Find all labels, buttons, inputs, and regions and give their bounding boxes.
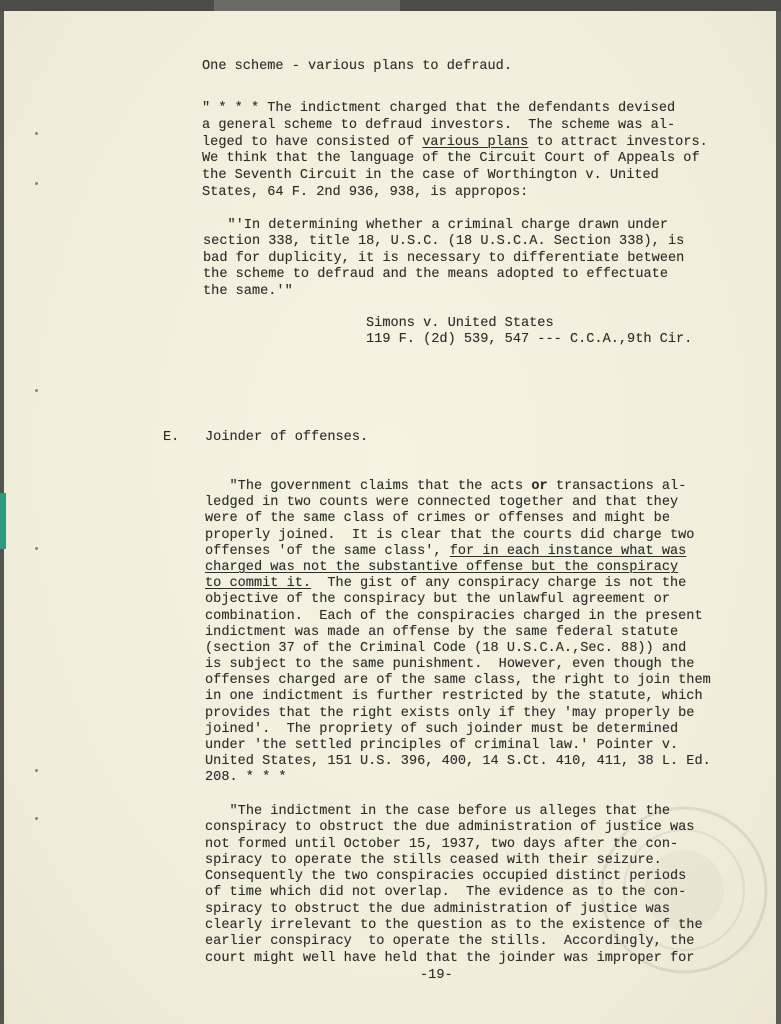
text-line <box>205 495 711 511</box>
text-line <box>202 135 708 152</box>
underlined-text: various plans <box>422 134 529 150</box>
text-line <box>366 332 692 348</box>
text-segment: "The government claims that the acts <box>229 479 532 494</box>
text-segment: combination. Each of the conspiracies charged in the present <box>205 608 703 624</box>
text-segment: not formed until October 15, 1937, two days after the con- <box>205 836 679 852</box>
nested-quote-worthington <box>203 218 684 300</box>
text-segment: court might well have held that the joinder was improper for <box>205 950 695 966</box>
text-segment: in one indictment is further restricted by the statute, which <box>205 689 703 705</box>
text-segment: (section 37 of the Criminal Code (18 U.S.C.A.,Sec. 88)) and <box>205 640 687 656</box>
text-segment: 208. * * * <box>205 770 287 786</box>
underlined-text: for in each instance what was <box>449 543 687 559</box>
scan-edge-top <box>0 0 781 11</box>
text-line <box>205 689 711 705</box>
text-segment: the same.'" <box>203 283 293 299</box>
text-segment: transactions al- <box>547 479 687 494</box>
quoted-paragraph-scheme <box>202 101 708 202</box>
text-line <box>202 101 708 118</box>
scan-edge-left <box>0 11 4 1024</box>
text-line <box>205 657 711 673</box>
text-segment: 119 F. (2d) 539, 547 --- C.C.A.,9th Cir. <box>366 332 693 348</box>
text-line <box>205 738 711 754</box>
text-segment: offenses charged are of the same class, the right to join them <box>205 673 711 689</box>
text-line <box>203 251 684 267</box>
section-heading: One scheme - various plans to defraud. <box>202 59 512 74</box>
emphasized-text: or <box>531 479 548 494</box>
text-line <box>205 706 711 722</box>
text-segment: "The indictment in the case before us alleges that the <box>229 804 671 819</box>
text-line <box>205 479 711 495</box>
text-segment: " * * * The indictment charged that the defendants devised <box>202 101 676 116</box>
text-segment: Consequently the two conspiracies occupied distinct periods <box>205 869 687 885</box>
text-segment: the scheme to defraud and the means adopted to effectuate <box>203 267 668 283</box>
text-line <box>205 885 703 901</box>
text-line <box>205 673 711 689</box>
scan-edge-highlight <box>214 0 400 11</box>
text-line <box>203 267 684 283</box>
text-segment: ledged in two counts were connected together and that they <box>205 495 679 511</box>
text-segment: leged to have consisted of <box>202 134 423 150</box>
text-line <box>205 641 711 657</box>
text-line <box>205 804 703 820</box>
text-segment: States, 64 F. 2nd 936, 938, is appropos: <box>202 184 529 200</box>
text-segment: spiracy to obstruct the due administration of justice was <box>205 901 670 917</box>
text-line <box>202 168 708 185</box>
text-line <box>202 151 708 168</box>
section-letter: E. <box>163 430 180 445</box>
text-segment: earlier conspiracy to operate the stills. Accordingly, the <box>205 934 695 950</box>
quoted-paragraph-joinder <box>205 479 711 787</box>
text-line <box>205 560 711 576</box>
text-line <box>205 934 703 950</box>
text-line <box>205 820 703 836</box>
text-line <box>205 951 703 967</box>
text-line <box>205 837 703 853</box>
case-citation <box>366 316 692 349</box>
text-line <box>205 902 703 918</box>
text-segment: "'In determining whether a criminal charge drawn under <box>227 218 669 233</box>
text-line <box>205 770 711 786</box>
margin-mark <box>35 547 38 550</box>
text-line <box>205 609 711 625</box>
text-segment: clearly irrelevant to the question as to the existence of the <box>205 918 703 934</box>
text-line <box>205 722 711 738</box>
text-line <box>202 185 708 202</box>
text-segment: Simons v. United States <box>366 316 554 331</box>
text-segment: provides that the right exists only if they 'may properly be <box>205 705 695 721</box>
text-line <box>205 592 711 608</box>
text-line <box>205 754 711 770</box>
margin-mark <box>35 769 38 772</box>
text-line <box>205 625 711 641</box>
text-line <box>205 853 703 869</box>
text-segment: were of the same class of crimes or offenses and might be <box>205 511 670 527</box>
text-segment: conspiracy to obstruct the due administration of justice was <box>205 820 695 836</box>
text-segment: is subject to the same punishment. However, even though the <box>205 657 695 673</box>
text-segment: indictment was made an offense by the same federal statute <box>205 624 679 640</box>
text-segment: United States, 151 U.S. 396, 400, 14 S.Ct. 410, 411, 38 L. Ed. <box>205 754 711 770</box>
text-segment: bad for duplicity, it is necessary to differentiate between <box>203 250 685 266</box>
text-segment: joined'. The propriety of such joinder must be determined <box>205 721 679 737</box>
quoted-paragraph-indictment <box>205 804 703 967</box>
text-line <box>366 316 692 332</box>
text-line <box>205 576 711 592</box>
text-segment: to attract investors. <box>528 134 708 150</box>
scan-color-tab <box>0 493 6 549</box>
section-title: Joinder of offenses. <box>205 430 369 445</box>
text-line <box>205 511 711 527</box>
underlined-text: to commit it. <box>205 576 312 592</box>
text-line <box>202 118 708 135</box>
text-line <box>205 869 703 885</box>
margin-mark <box>35 132 38 135</box>
text-line <box>205 918 703 934</box>
text-segment: objective of the conspiracy but the unlawful agreement or <box>205 592 670 608</box>
page-number: -19- <box>420 968 453 983</box>
margin-mark <box>35 182 38 185</box>
text-segment: the Seventh Circuit in the case of Worthington v. United <box>202 168 659 184</box>
margin-mark <box>35 817 38 820</box>
margin-mark <box>35 389 38 392</box>
scan-edge-right <box>776 11 781 1024</box>
text-segment: of time which did not overlap. The evidence as to the con- <box>205 885 687 901</box>
text-segment: under 'the settled principles of criminal law.' Pointer v. <box>205 738 679 753</box>
text-line <box>203 218 684 234</box>
text-segment: a general scheme to defraud investors. The scheme was al- <box>202 117 676 133</box>
text-segment: offenses 'of the same class', <box>205 543 450 559</box>
text-segment: The gist of any conspiracy charge is not the <box>311 576 687 592</box>
text-segment: properly joined. It is clear that the courts did charge two <box>205 527 695 543</box>
text-segment: section 338, title 18, U.S.C. (18 U.S.C.A. Section 338), is <box>203 234 685 250</box>
underlined-text: charged was not the substantive offense but the conspiracy <box>205 559 679 575</box>
text-line <box>205 544 711 560</box>
text-line <box>203 234 684 250</box>
text-line <box>205 528 711 544</box>
text-line <box>203 284 684 300</box>
text-segment: We think that the language of the Circuit Court of Appeals of <box>202 151 700 167</box>
text-segment: spiracy to operate the stills ceased with their seizure. <box>205 852 662 868</box>
